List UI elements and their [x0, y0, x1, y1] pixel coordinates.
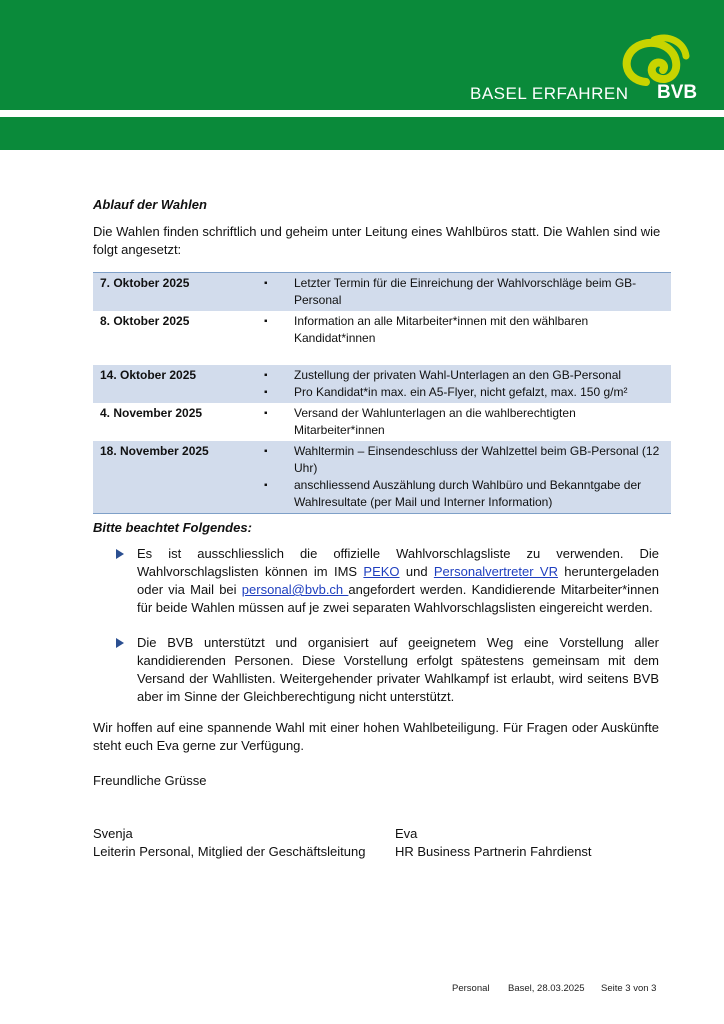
note-text: heruntergeladen oder via Mail bei	[137, 564, 659, 597]
footer-department: Personal	[452, 983, 490, 994]
signatory-role: Leiterin Personal, Mitglied der Geschäftsleitung	[93, 844, 366, 859]
note-text: Es ist ausschliesslich die offizielle Wahlvorschlagsliste zu verwenden. Die Wahlvorschlagslisten können im IMS	[137, 546, 659, 579]
schedule-item: ▪ Letzter Termin für die Einreichung der Wahlvorschläge beim GB-Personal	[264, 275, 665, 309]
email-link[interactable]: personal@bvb.ch	[241, 582, 349, 597]
personalvertreter-vr-link[interactable]: Personalvertreter VR	[433, 564, 558, 579]
section-title: Ablauf der Wahlen	[93, 197, 207, 212]
notes-title: Bitte beachtet Folgendes:	[93, 520, 252, 535]
note-text: und	[399, 564, 434, 579]
closing-paragraph: Wir hoffen auf eine spannende Wahl mit einer hohen Wahlbeteiligung. Für Fragen oder Auskünfte steht euch Eva gerne zur Verfügung.	[93, 720, 659, 753]
brand-name: BVB	[657, 82, 698, 103]
schedule-date: 4. November 2025	[100, 406, 203, 420]
schedule-date: 8. Oktober 2025	[100, 314, 190, 328]
schedule-row	[93, 311, 671, 365]
footer-page-number: Seite 3 von 3	[601, 983, 657, 994]
schedule-items	[258, 403, 671, 441]
schedule-item: ▪ Information an alle Mitarbeiter*innen mit den wählbaren Kandidat*innen	[264, 313, 665, 347]
election-schedule-table	[93, 272, 671, 514]
schedule-items	[258, 273, 671, 312]
signature-right	[395, 825, 592, 861]
intro-section	[93, 196, 671, 259]
schedule-row	[93, 441, 671, 514]
notes-list	[116, 545, 659, 723]
schedule-row	[93, 403, 671, 441]
peko-link[interactable]: PEKO	[363, 564, 400, 579]
schedule-item: ▪ Versand der Wahlunterlagen an die wahlberechtigten Mitarbeiter*innen	[264, 405, 665, 439]
note-text: angefordert werden. Kandidierende Mitarbeiter*innen für beide Wahlen müssen auf je zwei separaten Wahlvorschlagslisten eingereicht werden.	[137, 582, 659, 615]
schedule-item: ▪ Wahltermin – Einsendeschluss der Wahlzettel beim GB-Personal (12 Uhr)	[264, 443, 665, 477]
note-item: Die BVB unterstützt und organisiert auf geeignetem Weg eine Vorstellung aller kandidierenden Personen. Diese Vorstellung erfolgt spätestens gemeinsam mit dem Versand der Wahllisten. Weitergehender privater Wahlkampf ist erlaubt, wird seitens BVB aber im Sinne der Gleichberechtigung nicht unterstützt.	[116, 634, 659, 706]
schedule-date: 18. November 2025	[93, 441, 258, 514]
header-tagline: BASEL ERFAHREN	[470, 84, 629, 103]
schedule-item: ▪ anschliessend Auszählung durch Wahlbüro und Bekanntgabe der Wahlresultate (per Mail und Interner Information)	[264, 477, 665, 511]
intro-paragraph: Die Wahlen finden schriftlich und geheim unter Leitung eines Wahlbüros statt. Die Wahlen sind wie folgt angesetzt:	[93, 224, 661, 257]
schedule-date: 7. Oktober 2025	[93, 273, 258, 312]
signatory-role: HR Business Partnerin Fahrdienst	[395, 844, 592, 859]
schedule-items	[258, 365, 671, 403]
schedule-items	[258, 441, 671, 514]
schedule-row	[93, 365, 671, 403]
schedule-items	[258, 311, 671, 365]
page-header	[0, 0, 724, 150]
greeting: Freundliche Grüsse	[93, 773, 207, 788]
schedule-date: 14. Oktober 2025	[93, 365, 258, 403]
schedule-item: ▪ Zustellung der privaten Wahl-Unterlagen an den GB-Personal	[264, 367, 665, 384]
signature-left	[93, 825, 365, 861]
header-green-stripe	[0, 117, 724, 150]
schedule-row	[93, 273, 671, 312]
signatory-name: Svenja	[93, 826, 133, 841]
signatory-name: Eva	[395, 826, 418, 841]
note-item	[116, 545, 659, 617]
footer-date: Basel, 28.03.2025	[508, 983, 585, 994]
schedule-item: ▪ Pro Kandidat*in max. ein A5-Flyer, nicht gefalzt, max. 150 g/m²	[264, 384, 665, 401]
